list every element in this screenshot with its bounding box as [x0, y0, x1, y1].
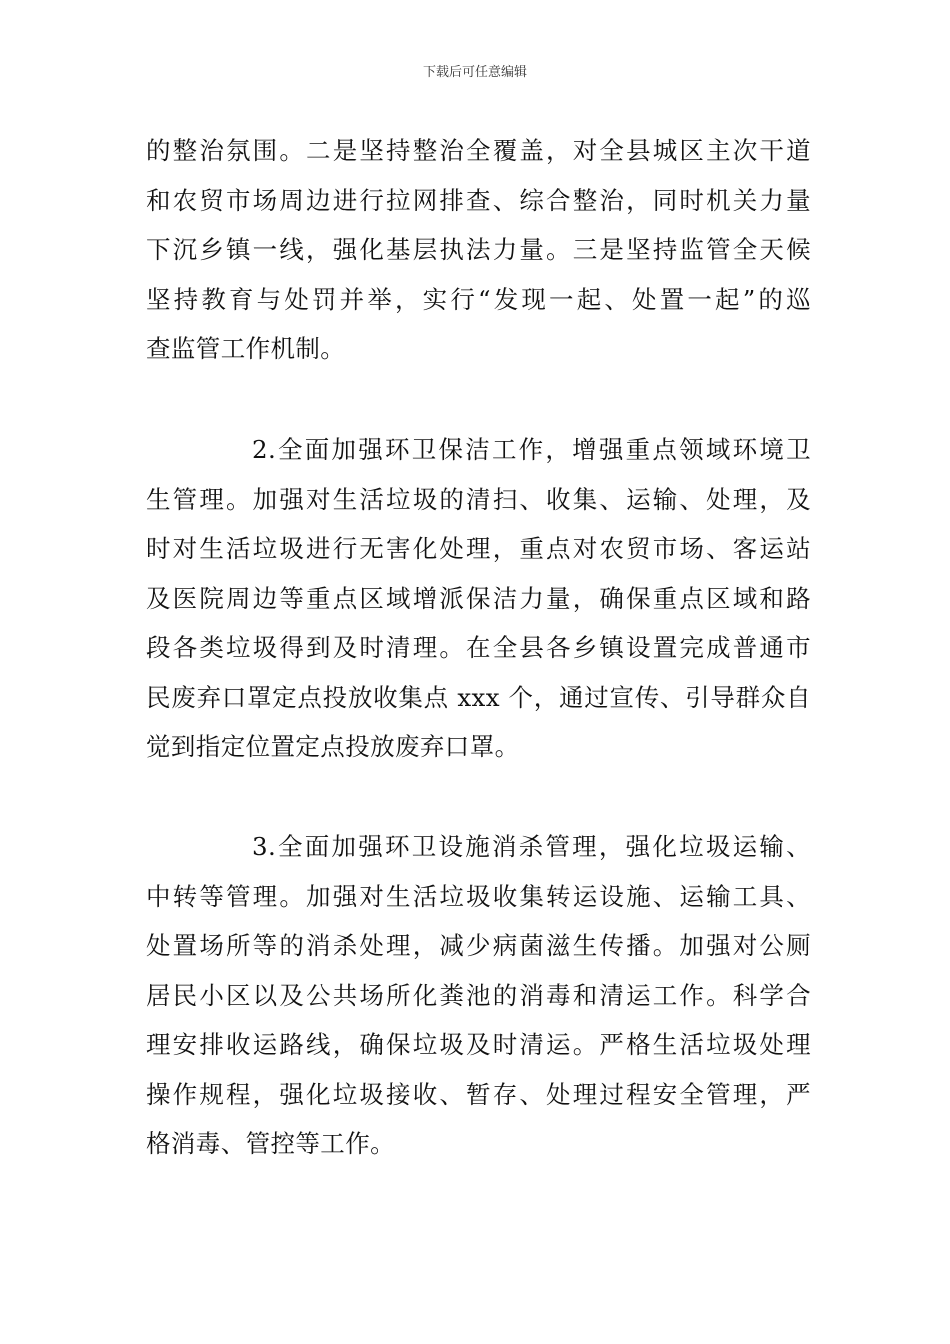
paragraph-line: 下沉乡镇一线，强化基层执法力量。三是坚持监管全天候	[146, 235, 811, 264]
paragraph-line: 操作规程，强化垃圾接收、暂存、处理过程安全管理，严	[146, 1079, 811, 1109]
paragraph-line: 3.全面加强环卫设施消杀管理，强化垃圾运输、	[252, 832, 811, 861]
paragraph-line: 及医院周边等重点区域增派保洁力量，确保重点区域和路	[146, 583, 811, 613]
paragraph-line: 理安排收运路线，确保垃圾及时清运。严格生活垃圾处理	[146, 1030, 811, 1059]
paragraph-line: 觉到指定位置定点投放废弃口罩。	[146, 732, 520, 761]
paragraph-line: 段各类垃圾得到及时清理。在全县各乡镇设置完成普通市	[146, 633, 811, 662]
paragraph-3	[146, 822, 811, 1169]
paragraph-1	[146, 126, 811, 374]
paragraph-line: 的整治氛围。二是坚持整治全覆盖，对全县城区主次干道	[146, 136, 811, 165]
paragraph-line: 和农贸市场周边进行拉网排查、综合整治，同时机关力量	[146, 185, 811, 215]
page-header: 下载后可任意编辑	[422, 65, 527, 80]
paragraph-2	[146, 425, 811, 772]
paragraph-line: 时对生活垃圾进行无害化处理，重点对农贸市场、客运站	[146, 534, 811, 563]
paragraph-line: 处置场所等的消杀处理，减少病菌滋生传播。加强对公厕	[146, 931, 811, 960]
paragraph-line: 2.全面加强环卫保洁工作，增强重点领域环境卫	[252, 435, 811, 464]
paragraph-line: 坚持教育与处罚并举，实行“发现一起、处置一起”的巡	[146, 284, 811, 314]
paragraph-line: 生管理。加强对生活垃圾的清扫、收集、运输、处理，及	[146, 484, 811, 514]
paragraph-line: 中转等管理。加强对生活垃圾收集转运设施、运输工具、	[146, 881, 811, 911]
paragraph-line: 民废弃口罩定点投放收集点 xxx 个，通过宣传、引导群众自	[146, 682, 811, 712]
paragraph-line: 查监管工作机制。	[146, 334, 346, 363]
paragraph-line: 格消毒、管控等工作。	[146, 1129, 395, 1158]
paragraph-line: 居民小区以及公共场所化粪池的消毒和清运工作。科学合	[146, 980, 811, 1010]
